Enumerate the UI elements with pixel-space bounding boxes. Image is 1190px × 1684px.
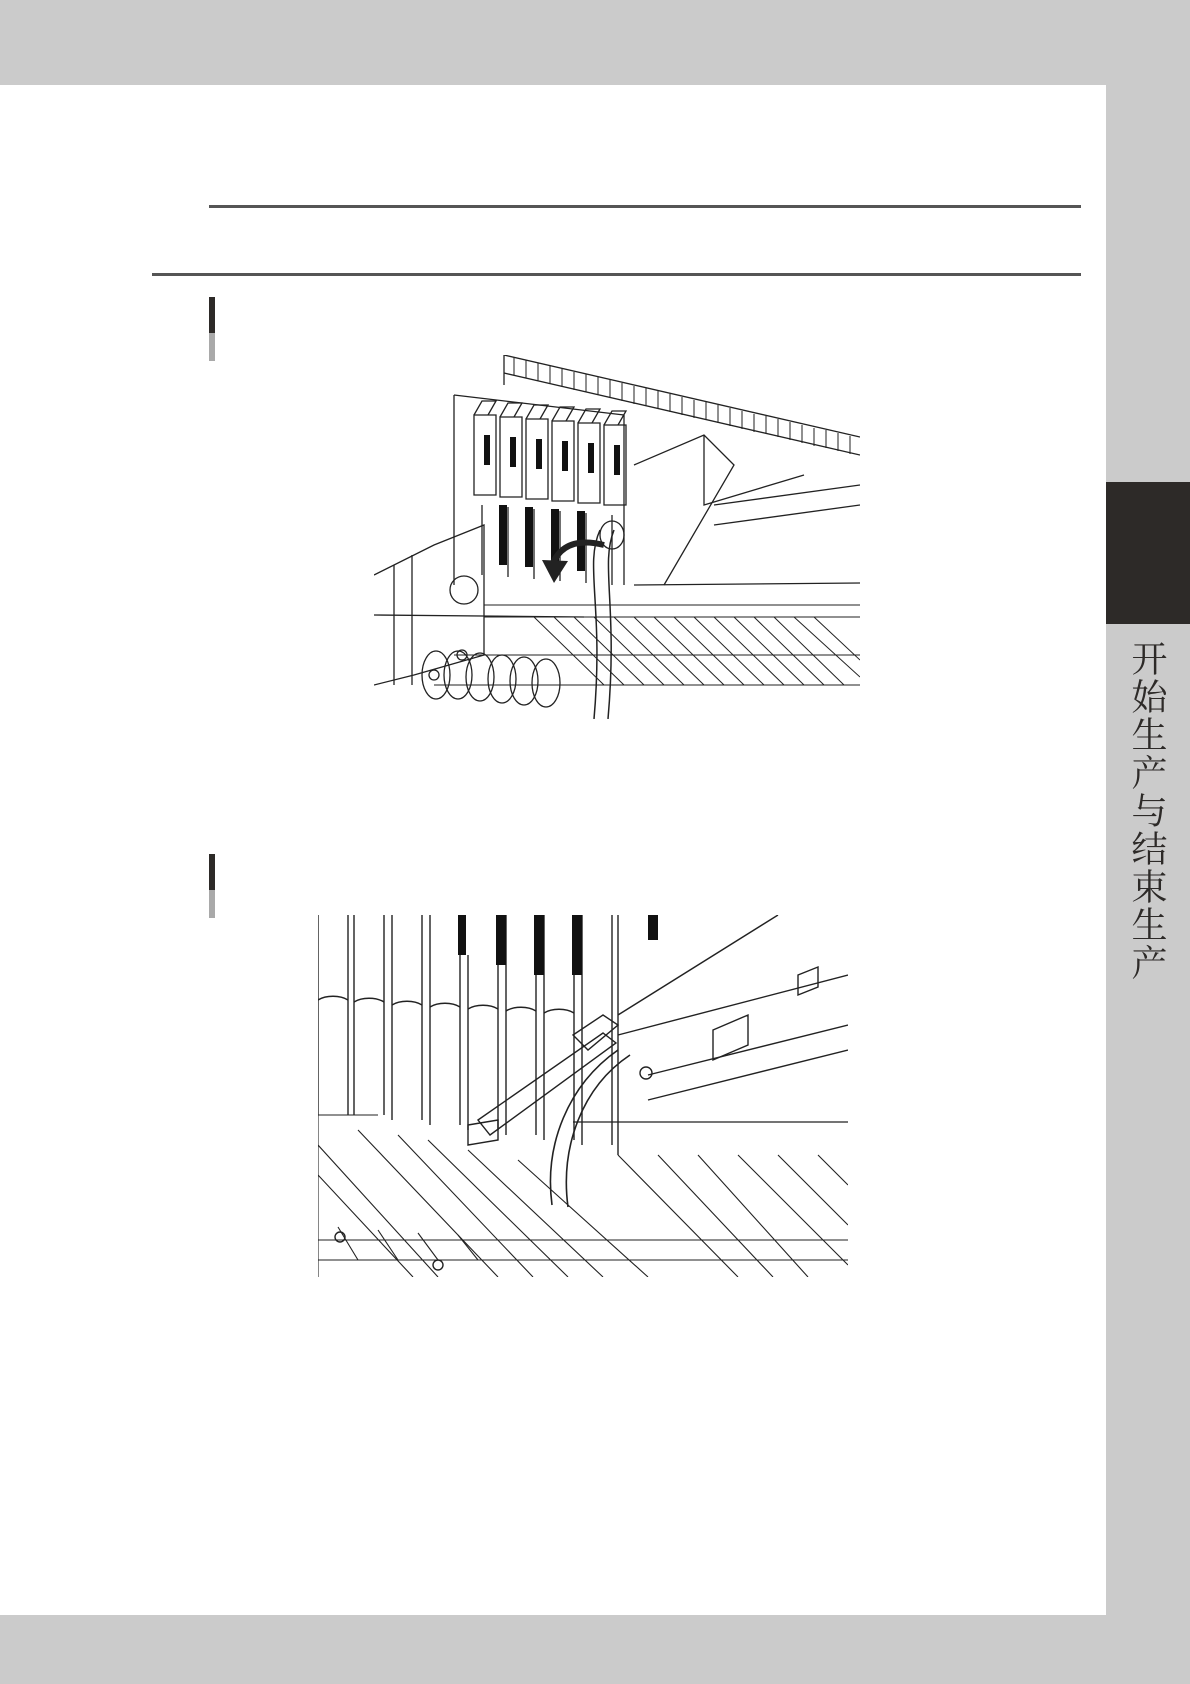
feeder-bank-tape-figure (374, 355, 860, 719)
chapter-tab[interactable] (1106, 482, 1190, 624)
section-rule (152, 273, 1081, 276)
step-marker-2 (209, 854, 215, 918)
chapter-title: 开始生产与结束生产 (1126, 640, 1167, 982)
feeder-slot-illustration (318, 915, 848, 1277)
feeder-slot-tape-figure (318, 915, 848, 1277)
step-marker-1 (209, 297, 215, 361)
header-rule (209, 205, 1081, 208)
feeder-bank-illustration (374, 355, 860, 719)
page-sheet (0, 85, 1106, 1615)
